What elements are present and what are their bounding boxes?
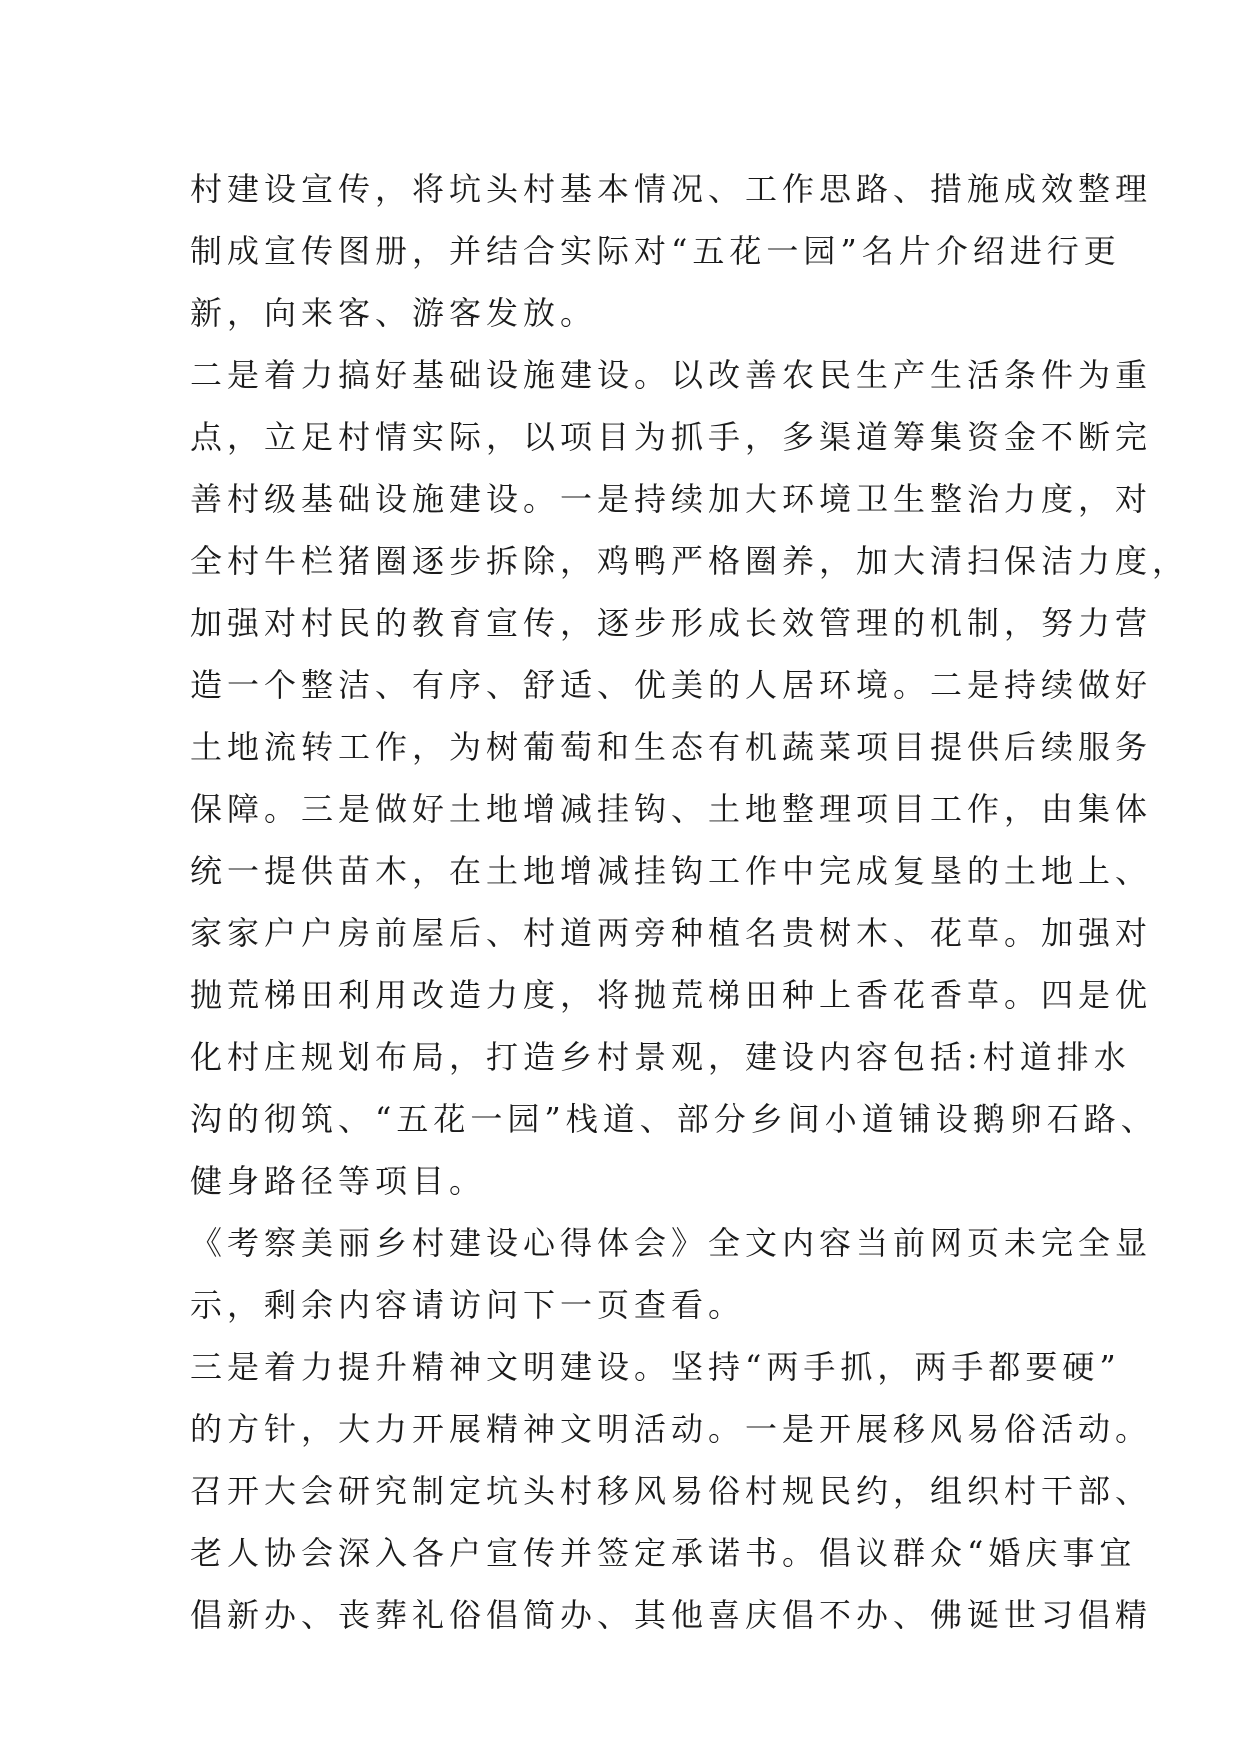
text-line: 统一提供苗木，在土地增减挂钩工作中完成复垦的土地上、 [190, 852, 1153, 890]
text-line: 化村庄规划布局，打造乡村景观，建设内容包括:村道排水 [190, 1038, 1131, 1076]
text-line: 土地流转工作，为树葡萄和生态有机蔬菜项目提供后续服务 [190, 728, 1153, 766]
text-line: 保障。三是做好土地增减挂钩、土地整理项目工作，由集体 [190, 790, 1153, 828]
text-line: 示，剩余内容请访问下一页查看。 [190, 1286, 746, 1324]
text-line: 全村牛栏猪圈逐步拆除，鸡鸭严格圈养，加大清扫保洁力度， [190, 542, 1190, 580]
text-line: 健身路径等项目。 [190, 1162, 487, 1200]
text-line: 倡新办、丧葬礼俗倡简办、其他喜庆倡不办、佛诞世习倡精 [190, 1596, 1153, 1634]
text-line: 老人协会深入各户宣传并签定承诺书。倡议群众“婚庆事宜 [190, 1534, 1137, 1572]
text-line: 加强对村民的教育宣传，逐步形成长效管理的机制，努力营 [190, 604, 1153, 642]
text-line: 沟的彻筑、“五花一园”栈道、部分乡间小道铺设鹅卵石路、 [190, 1100, 1158, 1138]
body-text [190, 158, 1190, 1646]
text-line: 三是着力提升精神文明建设。坚持“两手抓，两手都要硬” [190, 1348, 1121, 1386]
text-line: 召开大会研究制定坑头村移风易俗村规民约，组织村干部、 [190, 1472, 1153, 1510]
text-line: 制成宣传图册，并结合实际对“五花一园”名片介绍进行更 [190, 232, 1121, 270]
text-line: 造一个整洁、有序、舒适、优美的人居环境。二是持续做好 [190, 666, 1153, 704]
text-line: 善村级基础设施建设。一是持续加大环境卫生整治力度，对 [190, 480, 1153, 518]
text-line: 家家户户房前屋后、村道两旁种植名贵树木、花草。加强对 [190, 914, 1153, 952]
text-line: 抛荒梯田利用改造力度，将抛荒梯田种上香花香草。四是优 [190, 976, 1153, 1014]
text-line: 村建设宣传，将坑头村基本情况、工作思路、措施成效整理 [190, 170, 1153, 208]
text-line: 新，向来客、游客发放。 [190, 294, 598, 332]
text-line: 的方针，大力开展精神文明活动。一是开展移风易俗活动。 [190, 1410, 1153, 1448]
text-line: 点，立足村情实际，以项目为抓手，多渠道筹集资金不断完 [190, 418, 1153, 456]
text-line: 《考察美丽乡村建设心得体会》全文内容当前网页未完全显 [190, 1224, 1153, 1262]
text-line: 二是着力搞好基础设施建设。以改善农民生产生活条件为重 [190, 356, 1153, 394]
